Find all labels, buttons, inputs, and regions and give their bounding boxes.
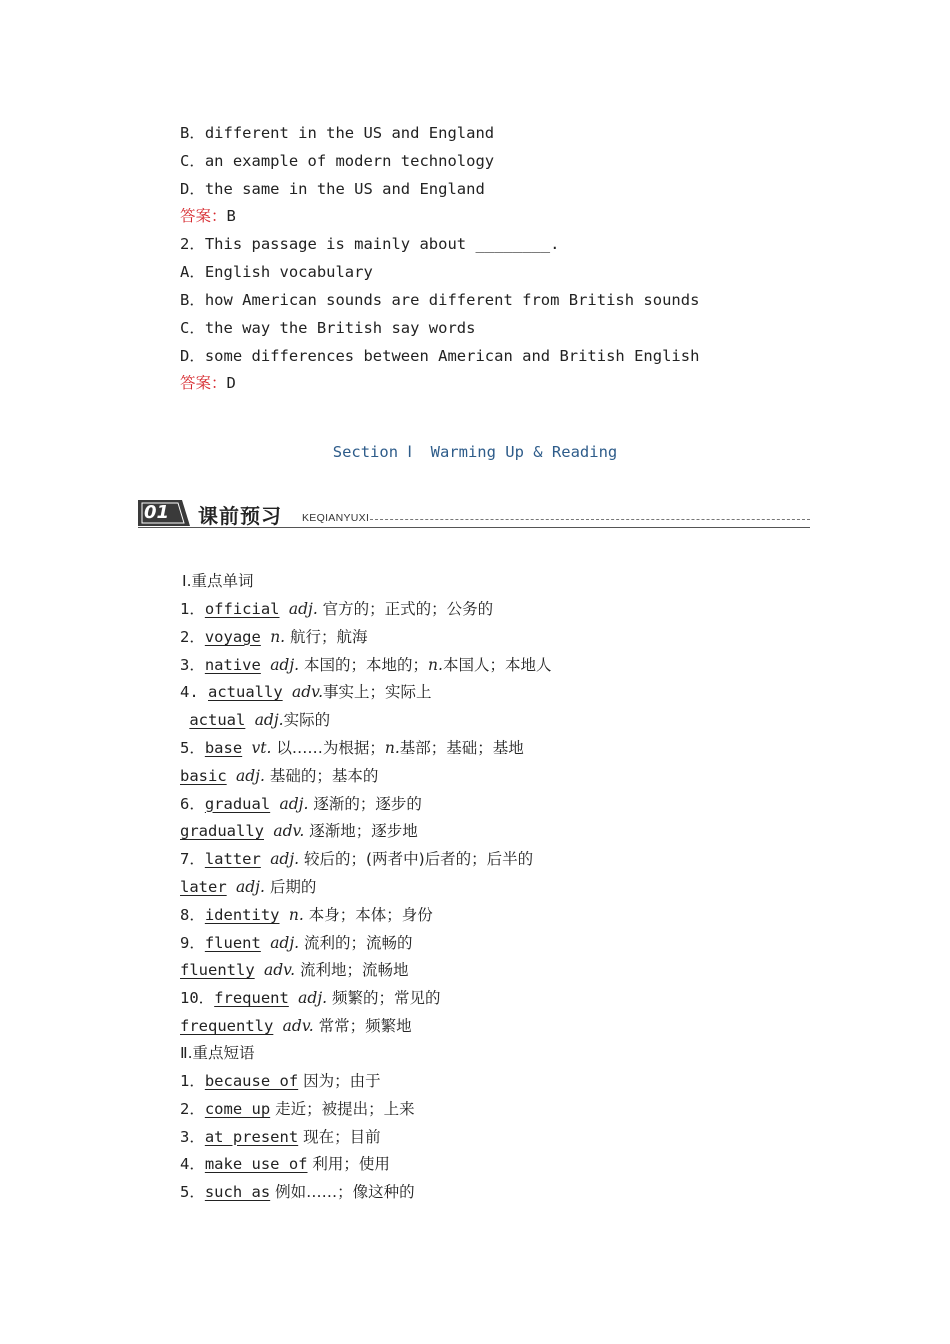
vocab-word: frequent [214, 989, 289, 1008]
vocab-row [180, 905, 433, 925]
q2-option-b: B．how American sounds are different from British sounds [180, 291, 700, 309]
vocab-number [180, 711, 189, 729]
vocab-row [180, 821, 418, 841]
vocab-row [180, 766, 378, 786]
phrase-text: at present [204, 1127, 299, 1146]
phrase-number: 3． [180, 1127, 205, 1146]
part-of-speech: adj. [236, 766, 265, 785]
q2-option-d: D．some differences between American and British English [180, 347, 700, 365]
phrase-text: come up [204, 1099, 271, 1118]
phrase-text: make use of [204, 1155, 308, 1174]
part-of-speech: vt. [251, 739, 272, 757]
q2-stem: 2．This passage is mainly about ________. [180, 235, 560, 253]
part-of-speech: adj. [279, 794, 309, 813]
phrase-row [180, 1099, 415, 1119]
part-of-speech: adv. [273, 822, 305, 841]
vocab-row [180, 960, 408, 980]
vocab-number: 8． [180, 905, 205, 924]
vocab-meaning: 逐渐地；逐步地 [304, 822, 418, 841]
vocab-word: fluently [180, 961, 255, 980]
vocab-meaning: 实际的 [283, 711, 331, 730]
part-of-speech: adj. [254, 711, 284, 730]
part-of-speech: adj. [270, 655, 300, 674]
vocab-row [180, 1016, 412, 1036]
vocab-word: frequently [180, 1017, 274, 1035]
phrase-text: because of [204, 1072, 299, 1090]
vocab-meaning: 航行；航海 [285, 627, 368, 646]
badge-number: 01 [144, 502, 170, 523]
section-title: Section Ⅰ Warming Up & Reading [332, 443, 618, 461]
part-of-speech: adv. [264, 961, 296, 980]
vocab-meaning: 本身；本体；身份 [303, 905, 433, 924]
vocab-word: voyage [204, 627, 261, 646]
phrase-meaning: 利用；使用 [307, 1155, 390, 1174]
phrase-heading: Ⅱ.重点短语 [180, 1044, 255, 1062]
vocab-number: 7． [180, 850, 205, 869]
vocab-word: actual [189, 711, 246, 730]
phrase-row [180, 1127, 381, 1147]
vocab-word: fluent [204, 933, 261, 952]
vocab-word: identity [204, 905, 280, 924]
vocab-meaning: 事实上；实际上 [323, 683, 432, 702]
vocab-number: 3． [180, 655, 205, 674]
phrase-number: 5． [180, 1183, 205, 1202]
vocab-row [180, 794, 422, 814]
vocab-number: 9． [180, 933, 205, 952]
vocab-meaning: 频繁的；常见的 [327, 989, 441, 1008]
banner-rule [138, 527, 810, 528]
vocab-number: 4. [180, 683, 208, 702]
q2-option-a: A．English vocabulary [180, 263, 373, 281]
vocab-word: official [204, 600, 280, 618]
vocab-row [180, 849, 533, 869]
phrase-row [180, 1071, 381, 1091]
answer-value: D [226, 374, 236, 392]
banner-subtitle: KEQIANYUXI [302, 512, 370, 524]
vocab-word: gradually [180, 822, 264, 841]
vocab-meaning: 后期的 [264, 878, 317, 896]
vocab-number: 6． [180, 794, 205, 813]
vocab-number: 5． [180, 739, 205, 757]
vocab-word: latter [204, 850, 261, 869]
q1-option-b: B．different in the US and England [180, 124, 495, 142]
vocab-word: base [204, 739, 243, 757]
vocab-word: actually [208, 683, 283, 702]
q2-answer [180, 373, 236, 393]
section-banner [138, 500, 810, 532]
vocab-meaning: 基础的；基本的 [264, 766, 379, 785]
phrase-number: 4． [180, 1155, 205, 1174]
vocab-number: 2． [180, 627, 205, 646]
q2-option-c: C．the way the British say words [180, 319, 476, 337]
phrase-meaning: 例如……；像这种的 [270, 1183, 415, 1202]
q1-option-c: C．an example of modern technology [180, 152, 495, 170]
part-of-speech: adj. [270, 933, 300, 952]
answer-label: 答案： [180, 207, 227, 225]
vocab-row [180, 682, 432, 702]
vocab-meaning: 较后的；(两者中)后者的；后半的 [299, 850, 534, 869]
vocab-row [180, 655, 551, 675]
phrase-meaning: 现在；目前 [298, 1127, 381, 1146]
q1-option-d: D．the same in the US and England [180, 180, 485, 198]
answer-label: 答案： [180, 374, 227, 392]
vocab-row [180, 933, 413, 953]
vocab-number: 10． [180, 989, 215, 1008]
vocab-word: basic [180, 766, 227, 785]
phrase-number: 1． [180, 1072, 205, 1090]
vocab-heading: Ⅰ.重点单词 [182, 572, 254, 590]
phrase-meaning: 因为；由于 [298, 1072, 381, 1090]
vocab-meaning: 基部；基础；基地 [399, 739, 524, 757]
vocab-row [180, 738, 524, 758]
part-of-speech: adv. [282, 1017, 314, 1035]
vocab-meaning: 本国人；本地人 [442, 655, 552, 674]
vocab-meaning: 官方的；正式的；公务的 [317, 600, 494, 618]
vocab-word: later [180, 878, 227, 896]
vocab-row [180, 599, 493, 619]
vocab-meaning: 流利地；流畅地 [295, 961, 409, 980]
part-of-speech: adv. [292, 683, 324, 702]
part-of-speech: adj. [236, 878, 265, 896]
banner-title: 课前预习 [198, 504, 282, 528]
vocab-meaning: 常常；频繁地 [313, 1017, 412, 1035]
answer-value: B [226, 207, 236, 225]
vocab-word: gradual [204, 794, 271, 813]
vocab-row [180, 627, 368, 647]
part-of-speech: adj. [298, 989, 328, 1008]
vocab-row [180, 710, 330, 730]
vocab-word: native [204, 655, 261, 674]
part-of-speech: n. [270, 627, 286, 646]
part-of-speech: n. [384, 739, 400, 757]
banner-dashed-line [370, 519, 810, 520]
vocab-meaning: 逐渐的；逐步的 [308, 794, 422, 813]
part-of-speech: n. [288, 905, 304, 924]
phrase-text: such as [204, 1183, 271, 1202]
vocab-meaning: 以……为根据； [271, 739, 385, 757]
vocab-number: 1． [180, 600, 205, 618]
part-of-speech: adj. [270, 850, 300, 869]
vocab-meaning: 本国的；本地的； [299, 655, 429, 674]
vocab-meaning: 流利的；流畅的 [299, 933, 413, 952]
phrase-row [180, 1154, 390, 1174]
phrase-row [180, 1182, 415, 1202]
phrase-meaning: 走近；被提出；上来 [270, 1099, 415, 1118]
phrase-number: 2． [180, 1099, 205, 1118]
vocab-row [180, 988, 441, 1008]
part-of-speech: adj. [288, 600, 318, 618]
part-of-speech: n. [428, 655, 443, 674]
vocab-row [180, 877, 316, 897]
q1-answer [180, 206, 236, 226]
